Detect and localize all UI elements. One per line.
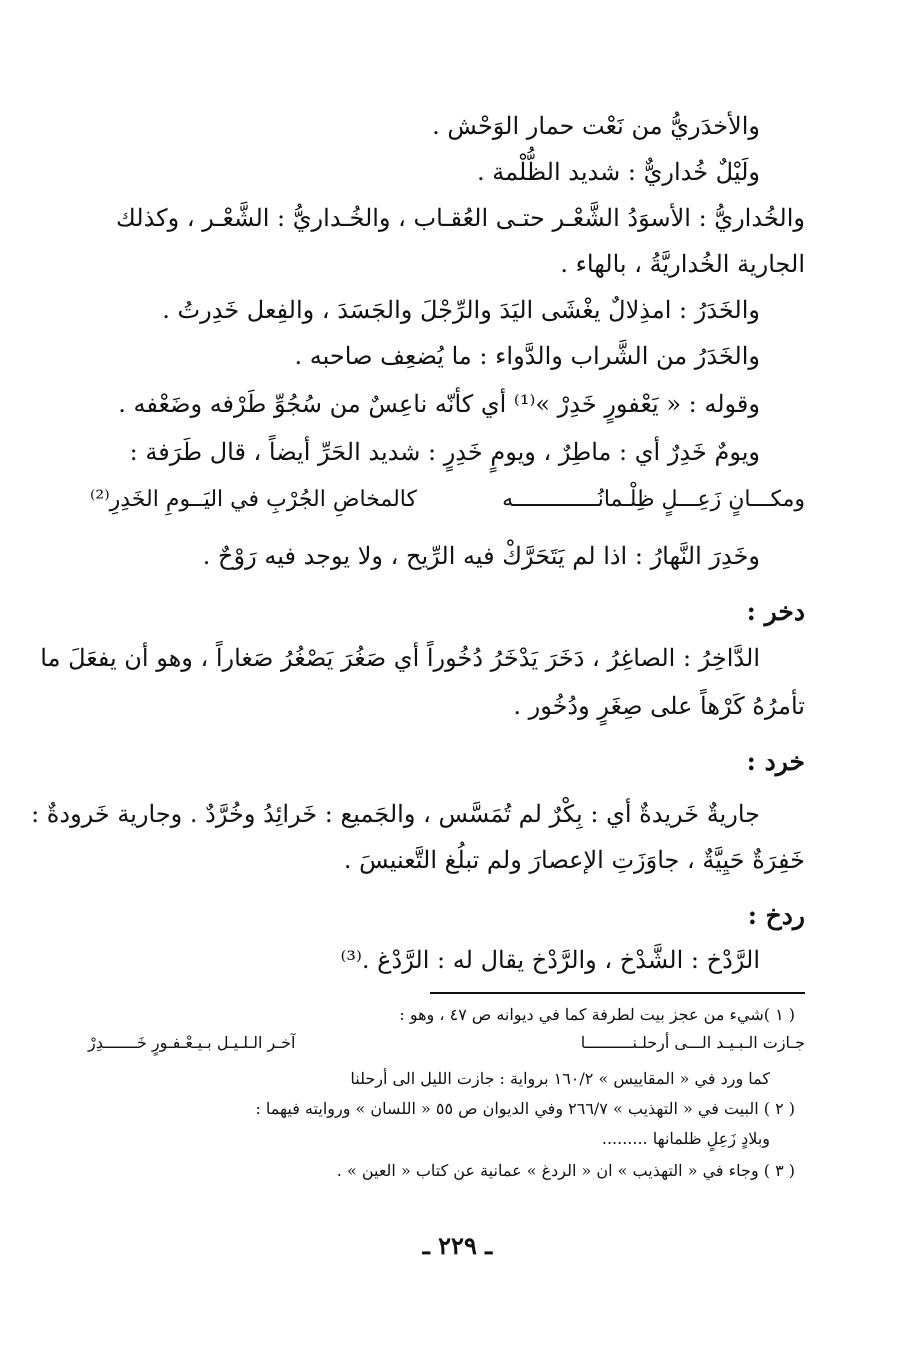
- verse-first-hemistich: ومكـــانٍ زَعِـــلٍ ظِلْـمانُـــــــــــــه: [502, 487, 805, 512]
- footnote: ( ٢ ) البيت في « التهذيب » ٢٦٦/٧ وفي الديوان ص ٥٥ « اللسان » وروايته فيهما :: [255, 1099, 795, 1118]
- entry-line: والخُداريُّ : الأسوَدُ الشَّعْـر حتـى العُقـاب ، والخُـداريُّ : الشَّعْـر ، وكذلك: [116, 204, 805, 232]
- page-number: ـ ٢٢٩ ـ: [422, 1231, 493, 1260]
- entry-line: الجارية الخُداريَّةُ ، بالهاء .: [560, 250, 805, 278]
- entry-line: ويومٌ خَدِرٌ أي : ماطِرٌ ، ويومٍ خَدِرٍ : شديد الحَرِّ أيضاً ، قال طَرَفة :: [129, 438, 760, 466]
- root-heading: دخر :: [746, 597, 805, 626]
- entry-line: ولَيْلٌ خُداريٌّ : شديد الظُّلْمة .: [477, 158, 760, 186]
- root-heading: خرد :: [746, 747, 805, 776]
- entry-line: والأخدَريُّ من نَعْت حمار الوَحْش .: [432, 112, 760, 140]
- footnote: وبلادٍ زَعِلٍ ظلمانها .........: [601, 1129, 770, 1148]
- footnote-verse-second: آخـر الـلـيـل بـيـعْـفـورٍ خَـــــــدِرْ: [88, 1033, 296, 1052]
- entry-line: وخَدِرَ النَّهارُ : اذا لم يَتَحَرَّكْ فيه الرِّيح ، ولا يوجد فيه رَوْحٌ .: [202, 542, 760, 570]
- entry-line: تأمرُهُ كَرْهاً على صِغَرٍ ودُخُور .: [513, 692, 805, 720]
- entry-line: والخَدَرُ : امذِلالٌ يغْشَى اليَدَ والرِّجْلَ والجَسَدَ ، والفِعل خَدِرتُ .: [162, 296, 760, 324]
- root-heading: ردخ :: [747, 901, 805, 930]
- verse-second-hemistich: كالمخاضِ الجُرْبِ في اليَــومِ الخَدِرِ⁽²⁾: [90, 487, 417, 512]
- footnote-divider: [430, 992, 805, 994]
- entry-line: والخَدَرُ من الشَّراب والدَّواء : ما يُضعِف صاحبه .: [294, 342, 760, 370]
- entry-line: الدَّاخِرُ : الصاغِرُ ، دَخَرَ يَدْخَرُ دُخُوراً أي صَغُرَ يَصْغُرُ صَغاراً ، وهو أن يفعَلَ ما: [40, 644, 760, 672]
- entry-line: وقوله : « يَعْفورٍ خَدِرْ »⁽¹⁾ أي كأنّه ناعِسٌ من سُجُوِّ طَرْفه وضَعْفه .: [118, 390, 760, 418]
- footnote: كما ورد في « المقاييس » ١٦٠/٢ برواية : جازت الليل الى أرحلنا: [350, 1069, 770, 1088]
- footnote: ( ٣ ) وجاء في « التهذيب » ان « الردغ » عمانية عن كتاب « العين » .: [336, 1161, 795, 1180]
- entry-line: خَفِرَةٌ حَيِيَّةٌ ، جاوَزَتِ الإعصارَ ولم تبلُغ التَّعنيسَ .: [343, 846, 805, 874]
- entry-line: جاريةٌ خَريدةٌ أي : بِكْرٌ لم تُمَسَّس ، والجَميع : خَرائِدُ وخُرَّدٌ . وجارية خَرودةٌ :: [31, 800, 760, 828]
- footnote: ( ١ )شيء من عجز بيت لطرفة كما في ديوانه ص ٤٧ ، وهو :: [399, 1005, 795, 1024]
- footnote-verse-first: جـازت الـبـيـد الـــى أرحلـنــــــــــا: [580, 1033, 805, 1052]
- entry-line: الرَّدْخ : الشَّدْخ ، والرَّدْخ يقال له : الرَّدْغ .⁽³⁾: [340, 946, 760, 974]
